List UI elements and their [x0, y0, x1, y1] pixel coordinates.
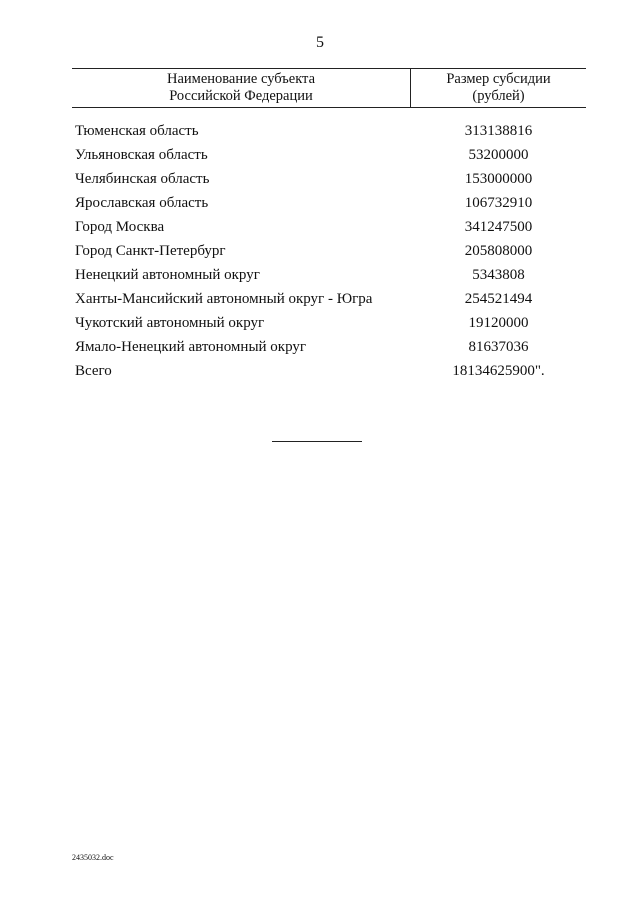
- table-row: [72, 193, 586, 217]
- total-label: Всего: [75, 363, 112, 379]
- table-row: [72, 241, 586, 265]
- header-subject-name: [72, 71, 410, 105]
- document-end-rule: [272, 441, 362, 442]
- table-row: [72, 337, 586, 361]
- row-region-name: Ханты-Мансийский автономный округ - Югра: [75, 291, 373, 307]
- header-subject-name-line-2: Российской Федерации: [169, 88, 313, 104]
- row-region-name: Челябинская область: [75, 171, 210, 187]
- row-region-name: Ульяновская область: [75, 147, 208, 163]
- row-region-name: Ярославская область: [75, 195, 209, 211]
- table-row: [72, 121, 586, 145]
- row-subsidy-amount: 205808000: [464, 243, 533, 259]
- row-region-name: Город Санкт-Петербург: [75, 243, 226, 259]
- row-subsidy-amount: 313138816: [464, 123, 533, 139]
- row-region-name: Ямало-Ненецкий автономный округ: [75, 339, 307, 355]
- row-subsidy-amount: 19120000: [468, 315, 529, 331]
- row-subsidy-amount: 153000000: [464, 171, 533, 187]
- row-subsidy-amount: 53200000: [468, 147, 529, 163]
- page-number: 5: [316, 34, 324, 51]
- table-row: [72, 313, 586, 337]
- table-header: [72, 68, 586, 108]
- total-amount: 18134625900".: [452, 363, 545, 379]
- row-subsidy-amount: 5343808: [472, 267, 525, 283]
- table-row: [72, 265, 586, 289]
- row-region-name: Тюменская область: [75, 123, 199, 139]
- row-subsidy-amount: 341247500: [464, 219, 533, 235]
- header-subsidy-amount-line-2: (рублей): [472, 88, 525, 104]
- row-region-name: Чукотский автономный округ: [75, 315, 265, 331]
- table-row: [72, 145, 586, 169]
- row-region-name: Город Москва: [75, 219, 165, 235]
- footer-filename: 2435032.doc: [72, 853, 114, 862]
- subsidy-table-body: [72, 121, 586, 385]
- table-row: [72, 217, 586, 241]
- header-subsidy-amount: [411, 71, 586, 105]
- table-total-row: [72, 361, 586, 385]
- table-row: [72, 289, 586, 313]
- row-subsidy-amount: 81637036: [468, 339, 529, 355]
- row-subsidy-amount: 106732910: [464, 195, 533, 211]
- header-subject-name-line-1: Наименование субъекта: [166, 71, 316, 87]
- table-row: [72, 169, 586, 193]
- row-region-name: Ненецкий автономный округ: [75, 267, 260, 283]
- header-subsidy-amount-line-1: Размер субсидии: [446, 71, 551, 87]
- row-subsidy-amount: 254521494: [464, 291, 533, 307]
